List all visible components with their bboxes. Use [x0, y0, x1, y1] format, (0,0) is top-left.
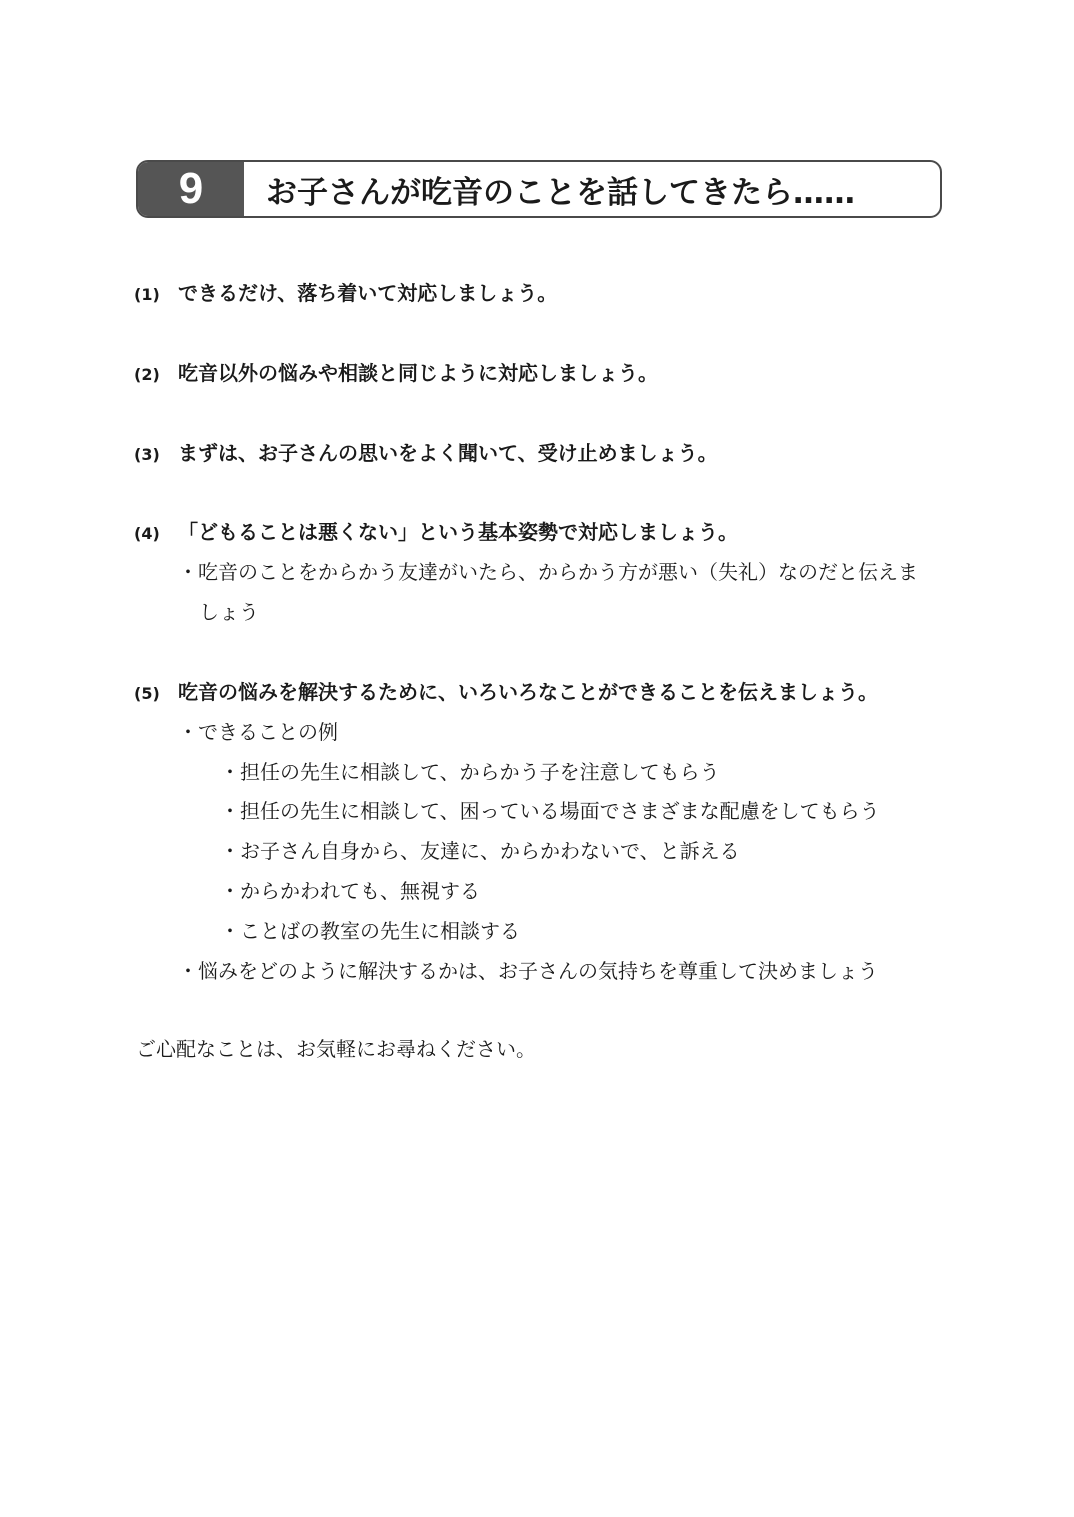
example-item: ・からかわれても、無視する	[220, 879, 480, 903]
example-item: ・担任の先生に相談して、からかう子を注意してもらう	[220, 760, 720, 784]
item-number: (3)	[134, 445, 160, 464]
example-item: ・お子さん自身から、友達に、からかわないで、と訴える	[220, 839, 740, 863]
item-3-heading	[134, 437, 718, 466]
item-4-heading	[134, 516, 738, 545]
item-text: できるだけ、落ち着いて対応しましょう。	[178, 281, 558, 305]
item-4-bullet-continuation: しょう	[199, 600, 259, 624]
item-text: 「どもることは悪くない」という基本姿勢で対応しましょう。	[178, 520, 738, 544]
section-header	[136, 160, 942, 218]
item-2-heading	[134, 357, 658, 386]
item-number: (2)	[134, 365, 160, 384]
section-title: お子さんが吃音のことを話してきたら……	[266, 174, 855, 211]
item-number: (4)	[134, 524, 160, 543]
item-text: まずは、お子さんの思いをよく聞いて、受け止めましょう。	[178, 441, 718, 465]
item-number: (1)	[134, 285, 160, 304]
item-number: (5)	[134, 684, 160, 703]
item-text: 吃音以外の悩みや相談と同じように対応しましょう。	[178, 361, 658, 385]
example-item: ・ことばの教室の先生に相談する	[220, 919, 520, 943]
example-item: ・担任の先生に相談して、困っている場面でさまざまな配慮をしてもらう	[220, 799, 880, 823]
examples-label: ・できることの例	[178, 720, 338, 744]
section-number: 9	[138, 162, 244, 216]
item-4-bullet: ・吃音のことをからかう友達がいたら、からかう方が悪い（失礼）なのだと伝えま	[178, 560, 918, 584]
closing-note: ご心配なことは、お気軽にお尋ねください。	[136, 1037, 536, 1061]
item-text: 吃音の悩みを解決するために、いろいろなことができることを伝えましょう。	[178, 680, 878, 704]
item-5-final-bullet: ・悩みをどのように解決するかは、お子さんの気持ちを尊重して決めましょう	[178, 959, 878, 983]
item-5-heading	[134, 676, 878, 705]
item-1-heading	[134, 277, 557, 306]
